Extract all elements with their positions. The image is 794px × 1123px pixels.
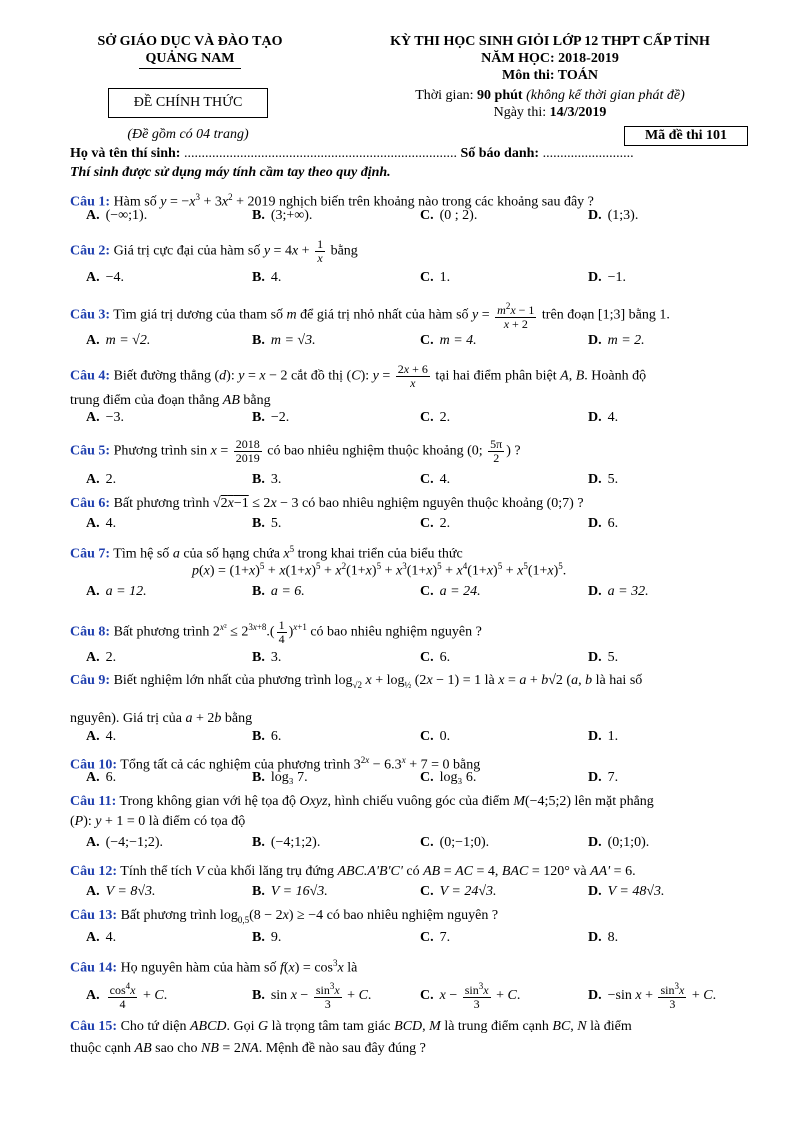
q9-option-c[interactable]: C. 0. bbox=[420, 729, 451, 744]
q5-option-c[interactable]: C. 4. bbox=[420, 472, 451, 487]
q6-option-a[interactable]: A. 4. bbox=[86, 516, 117, 531]
q3-option-d[interactable]: D. m = 2. bbox=[588, 333, 645, 348]
q6-option-d[interactable]: D. 6. bbox=[588, 516, 619, 531]
q13-option-a[interactable]: A. 4. bbox=[86, 930, 117, 945]
q14-option-d[interactable]: D. −sin x + $\frac{\sin^3x}{3}$ + C. bbox=[588, 981, 717, 1012]
question-11-cont: (P): y + 1 = 0 là điểm có tọa độ bbox=[70, 814, 246, 829]
question-5: Câu 5: Phương trình sin x = $\frac{2018}{2019}$ có bao nhiêu nghiệm thuộc khoảng (0; $\frac{5\pi}{2}$ ) ? bbox=[70, 437, 521, 465]
q1-option-b[interactable]: B. (3;+∞). bbox=[252, 208, 313, 223]
q6-option-c[interactable]: C. 2. bbox=[420, 516, 451, 531]
school-year: NĂM HỌC: 2018-2019 bbox=[481, 51, 619, 66]
question-14: Câu 14: Họ nguyên hàm của hàm số $f(x) = \cos^3x$ là bbox=[70, 958, 358, 976]
q1-option-d[interactable]: D. (1;3). bbox=[588, 208, 639, 223]
q14-option-a[interactable]: A. $\frac{\cos^4x}{4}$ + C. bbox=[86, 981, 168, 1012]
question-12: Câu 12: Tính thể tích V của khối lăng trụ đứng ABC.A'B'C' có AB = AC = 4, BAC = 120° và AA' = 6. bbox=[70, 864, 636, 879]
q4-option-c[interactable]: C. 2. bbox=[420, 410, 451, 425]
question-1: Câu 1: Hàm số $y = -x^3 + 3x^2 + 2019$ nghịch biến trên khoảng nào trong các khoảng sau đây ? bbox=[70, 192, 594, 210]
q8-option-d[interactable]: D. 5. bbox=[588, 650, 619, 665]
q2-option-d[interactable]: D. −1. bbox=[588, 270, 627, 285]
q13-option-d[interactable]: D. 8. bbox=[588, 930, 619, 945]
q3-option-c[interactable]: C. m = 4. bbox=[420, 333, 477, 348]
q6-option-b[interactable]: B. 5. bbox=[252, 516, 282, 531]
q2-option-a[interactable]: A. −4. bbox=[86, 270, 125, 285]
q9-option-a[interactable]: A. 4. bbox=[86, 729, 117, 744]
q4-option-d[interactable]: D. 4. bbox=[588, 410, 619, 425]
q5-option-d[interactable]: D. 5. bbox=[588, 472, 619, 487]
exam-code: Mã đề thi 101 bbox=[624, 126, 748, 146]
question-11: Câu 11: Trong không gian với hệ tọa độ Oxyz, hình chiếu vuông góc của điểm M(−4;5;2) lên mặt phẳng bbox=[70, 794, 654, 809]
q10-option-b[interactable]: B. log₃ 7. bbox=[252, 770, 308, 785]
date-line: Ngày thi: 14/3/2019 bbox=[493, 105, 607, 120]
official-badge: ĐỀ CHÍNH THỨC bbox=[108, 88, 268, 118]
q9-option-b[interactable]: B. 6. bbox=[252, 729, 282, 744]
q1-option-a[interactable]: A. (−∞;1). bbox=[86, 208, 148, 223]
q12-option-a[interactable]: A. V = 8√3. bbox=[86, 884, 156, 899]
q14-option-c[interactable]: C. x − $\frac{\sin^3x}{3}$ + C. bbox=[420, 981, 521, 1012]
subject: Môn thi: TOÁN bbox=[502, 68, 598, 83]
question-4: Câu 4: Biết đường thẳng (d): y = x − 2 cắt đồ thị (C): y = $\frac{2x + 6}{x}$ tại hai điểm phân biệt A, B. Hoành độ bbox=[70, 362, 647, 390]
question-6: Câu 6: Bất phương trình √2x−1 ≤ 2x − 3 có bao nhiêu nghiệm nguyên thuộc khoảng (0;7) ? bbox=[70, 496, 584, 511]
q3-option-b[interactable]: B. m = √3. bbox=[252, 333, 316, 348]
q8-option-b[interactable]: B. 3. bbox=[252, 650, 282, 665]
q12-option-b[interactable]: B. V = 16√3. bbox=[252, 884, 328, 899]
pages-note: (Đề gồm có 04 trang) bbox=[127, 127, 249, 142]
q2-option-c[interactable]: C. 1. bbox=[420, 270, 451, 285]
q5-option-a[interactable]: A. 2. bbox=[86, 472, 117, 487]
q7-option-c[interactable]: C. a = 24. bbox=[420, 584, 481, 599]
q4-option-b[interactable]: B. −2. bbox=[252, 410, 290, 425]
question-3: Câu 3: Tìm giá trị dương của tham số m để giá trị nhỏ nhất của hàm số y = $\frac{m^2x - 1}{x + 2}$ trên đoạn [1;3] bằng 1. bbox=[70, 301, 670, 331]
question-9-cont: nguyên). Giá trị của a + 2b bằng bbox=[70, 711, 253, 726]
q3-option-a[interactable]: A. m = √2. bbox=[86, 333, 151, 348]
q10-option-a[interactable]: A. 6. bbox=[86, 770, 117, 785]
q5-option-b[interactable]: B. 3. bbox=[252, 472, 282, 487]
department-line1: SỞ GIÁO DỤC VÀ ĐÀO TẠO bbox=[97, 34, 283, 49]
q13-option-b[interactable]: B. 9. bbox=[252, 930, 282, 945]
question-4-cont: trung điểm của đoạn thẳng AB bằng bbox=[70, 393, 271, 408]
question-9: Câu 9: Biết nghiệm lớn nhất của phương trình $\log_{√2} x + \log_{\frac{1}{2}} (2x - 1) = 1$ là x = a + b√2 (a, b là hai số bbox=[70, 673, 643, 690]
q2-option-b[interactable]: B. 4. bbox=[252, 270, 282, 285]
question-2: Câu 2: Giá trị cực đại của hàm số y = 4x + $\frac{1}{x}$ bằng bbox=[70, 237, 358, 265]
q10-option-d[interactable]: D. 7. bbox=[588, 770, 619, 785]
q11-option-d[interactable]: D. (0;1;0). bbox=[588, 835, 650, 850]
q11-option-c[interactable]: C. (0;−1;0). bbox=[420, 835, 490, 850]
q1-option-c[interactable]: C. (0 ; 2). bbox=[420, 208, 478, 223]
q8-option-a[interactable]: A. 2. bbox=[86, 650, 117, 665]
q9-option-d[interactable]: D. 1. bbox=[588, 729, 619, 744]
question-13: Câu 13: Bất phương trình $\log_{0,5}(8 - 2x) \ge -4$ có bao nhiêu nghiệm nguyên ? bbox=[70, 908, 499, 925]
question-7: Câu 7: Tìm hệ số a của số hạng chứa $x^5$ trong khai triển của biểu thức bbox=[70, 544, 463, 562]
q13-option-c[interactable]: C. 7. bbox=[420, 930, 451, 945]
exam-title: KỲ THI HỌC SINH GIỎI LỚP 12 THPT CẤP TỈNH bbox=[390, 34, 710, 49]
time-line: Thời gian: 90 phút (không kể thời gian phát đề) bbox=[415, 88, 685, 103]
calculator-notice: Thí sinh được sử dụng máy tính cầm tay theo quy định. bbox=[70, 165, 391, 180]
q4-option-a[interactable]: A. −3. bbox=[86, 410, 125, 425]
question-15: Câu 15: Cho tứ diện ABCD. Gọi G là trọng tâm tam giác BCD, M là trung điểm cạnh BC, N là điểm bbox=[70, 1019, 632, 1034]
q7-option-a[interactable]: A. a = 12. bbox=[86, 584, 147, 599]
candidate-line: Họ và tên thí sinh: .............................................................................. Số báo danh: .......................... bbox=[70, 146, 634, 161]
q11-option-b[interactable]: B. (−4;1;2). bbox=[252, 835, 321, 850]
q11-option-a[interactable]: A. (−4;−1;2). bbox=[86, 835, 164, 850]
question-15-cont: thuộc cạnh AB sao cho NB = 2NA. Mệnh đề nào sau đây đúng ? bbox=[70, 1041, 426, 1056]
department-line2: QUẢNG NAM bbox=[60, 51, 320, 67]
question-8: Câu 8: Bất phương trình $2^{x^2} \le 2^{3x+8}$.( $\frac{1}{4}$ )$^{x+1}$ có bao nhiêu nghiệm nguyên ? bbox=[70, 617, 482, 646]
q12-option-c[interactable]: C. V = 24√3. bbox=[420, 884, 497, 899]
question-7-formula: $p(x) = (1+x)^5 + x(1+x)^5 + x^2(1+x)^5 + x^3(1+x)^5 + x^4(1+x)^5 + x^5(1+x)^5$. bbox=[192, 561, 567, 579]
q7-option-d[interactable]: D. a = 32. bbox=[588, 584, 649, 599]
q14-option-b[interactable]: B. sin x − $\frac{\sin^3x}{3}$ + C. bbox=[252, 981, 372, 1012]
q12-option-d[interactable]: D. V = 48√3. bbox=[588, 884, 665, 899]
q8-option-c[interactable]: C. 6. bbox=[420, 650, 451, 665]
q7-option-b[interactable]: B. a = 6. bbox=[252, 584, 305, 599]
question-10: Câu 10: Tổng tất cả các nghiệm của phương trình $3^{2x} - 6.3^x + 7 = 0$ bằng bbox=[70, 755, 481, 773]
q10-option-c[interactable]: C. log₃ 6. bbox=[420, 770, 477, 785]
